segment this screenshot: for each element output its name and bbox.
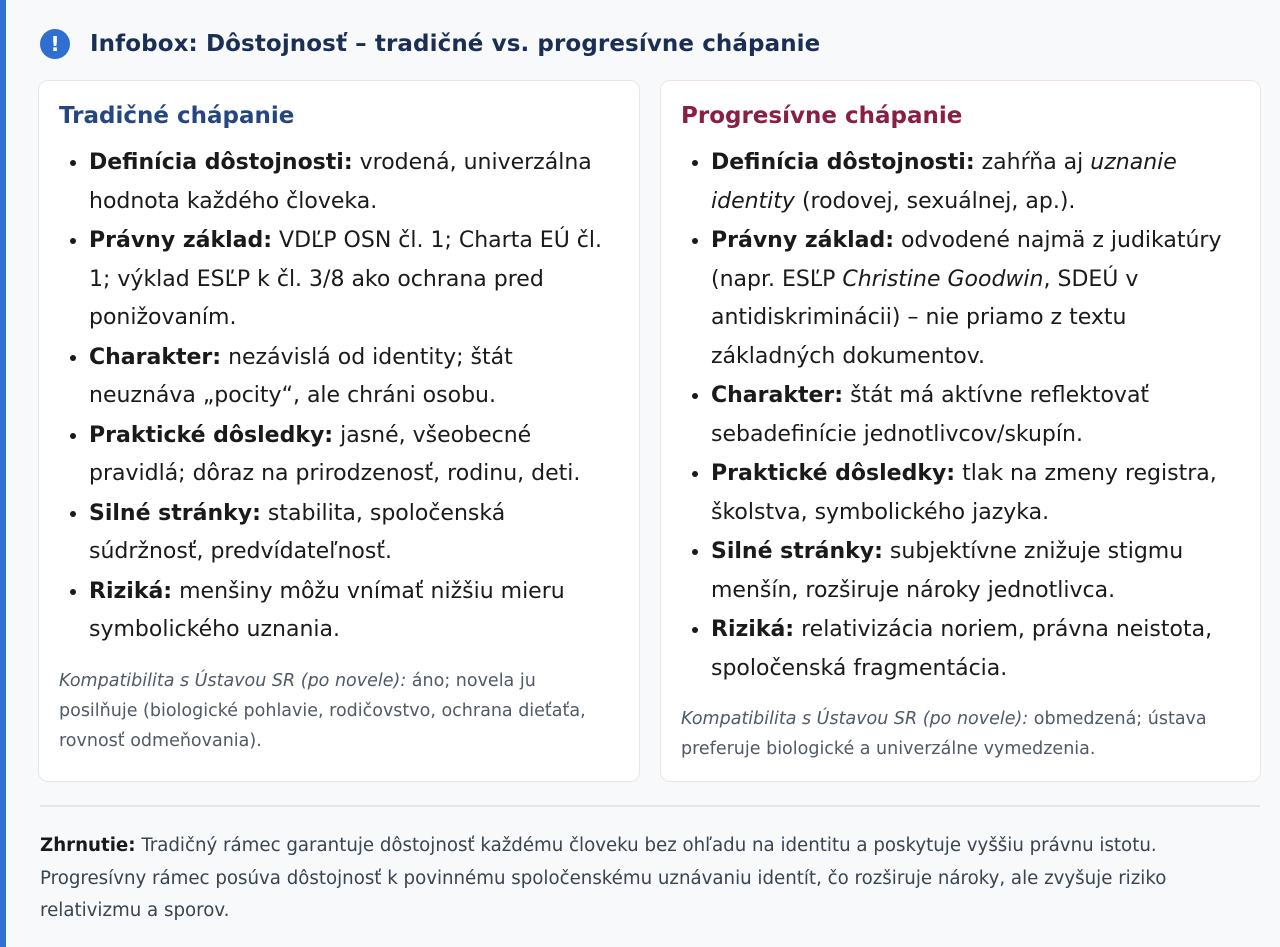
summary-label: Zhrnutie: bbox=[40, 835, 136, 856]
item-text: (rodovej, sexuálnej, ap.). bbox=[794, 188, 1076, 214]
list-item bbox=[89, 221, 615, 338]
exclamation-circle-icon: ! bbox=[40, 29, 70, 59]
progressive-card bbox=[660, 80, 1261, 782]
item-emphasis: Christine Goodwin bbox=[842, 266, 1044, 292]
traditional-card bbox=[38, 80, 640, 782]
item-text: jasné, všeobecné pravidlá; dôraz na prirodzenosť, rodinu, deti. bbox=[89, 422, 581, 486]
list-item bbox=[89, 572, 615, 650]
compatibility-label: Kompatibilita s Ústavou SR (po novele): bbox=[59, 670, 407, 691]
compatibility-text: áno; novela ju posilňuje (biologické pohlavie, rodičovstvo, ochrana dieťaťa, rovnosť odmeňovania). bbox=[59, 670, 586, 751]
traditional-list bbox=[59, 143, 615, 650]
compatibility-note bbox=[59, 666, 615, 756]
item-label: Právny základ: bbox=[711, 228, 895, 253]
item-text: tlak na zmeny registra, školstva, symbolického jazyka. bbox=[711, 461, 1217, 525]
traditional-heading: Tradičné chápanie bbox=[59, 103, 295, 129]
infobox-title: Infobox: Dôstojnosť – tradičné vs. progresívne chápanie bbox=[90, 31, 821, 57]
item-text: vrodená, univerzálna hodnota každého človeka. bbox=[89, 150, 592, 214]
item-text: menšiny môžu vnímať nižšiu mieru symbolického uznania. bbox=[89, 578, 565, 642]
item-text: zahŕňa aj bbox=[974, 150, 1091, 175]
list-item bbox=[711, 376, 1236, 454]
list-item bbox=[711, 221, 1236, 376]
item-label: Riziká: bbox=[711, 617, 795, 642]
list-item bbox=[711, 454, 1236, 532]
list-item bbox=[711, 610, 1236, 688]
item-label: Definícia dôstojnosti: bbox=[89, 150, 353, 175]
item-label: Silné stránky: bbox=[89, 500, 261, 526]
item-text: nezávislá od identity; štát neuznáva „pocity“, ale chráni osobu. bbox=[89, 344, 513, 408]
list-item bbox=[89, 338, 615, 416]
list-item bbox=[711, 143, 1236, 221]
progressive-heading: Progresívne chápanie bbox=[681, 103, 963, 129]
list-item bbox=[89, 143, 615, 221]
compatibility-note bbox=[681, 704, 1236, 764]
compatibility-label: Kompatibilita s Ústavou SR (po novele): bbox=[681, 709, 1029, 729]
item-label: Charakter: bbox=[89, 344, 222, 370]
item-label: Praktické dôsledky: bbox=[711, 461, 956, 486]
item-text: štát má aktívne reflektovať sebadefinície jednotlivcov/skupín. bbox=[711, 383, 1150, 447]
compatibility-text: obmedzená; ústava preferuje biologické a univerzálne vymedzenia. bbox=[681, 709, 1207, 759]
infobox-header bbox=[40, 29, 820, 59]
item-text: odvodené najmä z judikatúry (napr. ESĽP bbox=[711, 228, 1222, 292]
list-item bbox=[89, 416, 615, 494]
item-label: Silné stránky: bbox=[711, 539, 883, 564]
item-text: subjektívne znižuje stigmu menšín, rozširuje nároky jednotlivca. bbox=[711, 539, 1184, 603]
summary-text: Tradičný rámec garantuje dôstojnosť každému človeku bez ohľadu na identitu a poskytuje vyššiu právnu istotu. Progresívny rámec posúva dôstojnosť k povinnému spoločenskému uznávaniu identít, čo rozširuje nároky, ale zvyšuje riziko relativizmu a sporov. bbox=[40, 835, 1167, 921]
summary bbox=[40, 830, 1240, 928]
progressive-list bbox=[681, 143, 1236, 688]
list-item bbox=[711, 532, 1236, 610]
item-text: VDĽP OSN čl. 1; Charta EÚ čl. 1; výklad ESĽP k čl. 3/8 ako ochrana pred ponižovaním. bbox=[89, 228, 603, 330]
item-emphasis: uznanie identity bbox=[711, 150, 1177, 214]
item-text: relativizácia noriem, právna neistota, spoločenská fragmentácia. bbox=[711, 617, 1213, 681]
list-item bbox=[89, 494, 615, 572]
item-text: stabilita, spoločenská súdržnosť, predvídateľnosť. bbox=[89, 500, 506, 564]
item-label: Definícia dôstojnosti: bbox=[711, 150, 975, 175]
item-label: Charakter: bbox=[711, 383, 844, 408]
item-label: Praktické dôsledky: bbox=[89, 422, 334, 448]
item-label: Riziká: bbox=[89, 578, 173, 604]
item-label: Právny základ: bbox=[89, 228, 273, 253]
item-text: , SDEÚ v antidiskriminácii) – nie priamo z textu základných dokumentov. bbox=[711, 266, 1139, 369]
divider bbox=[40, 805, 1260, 807]
